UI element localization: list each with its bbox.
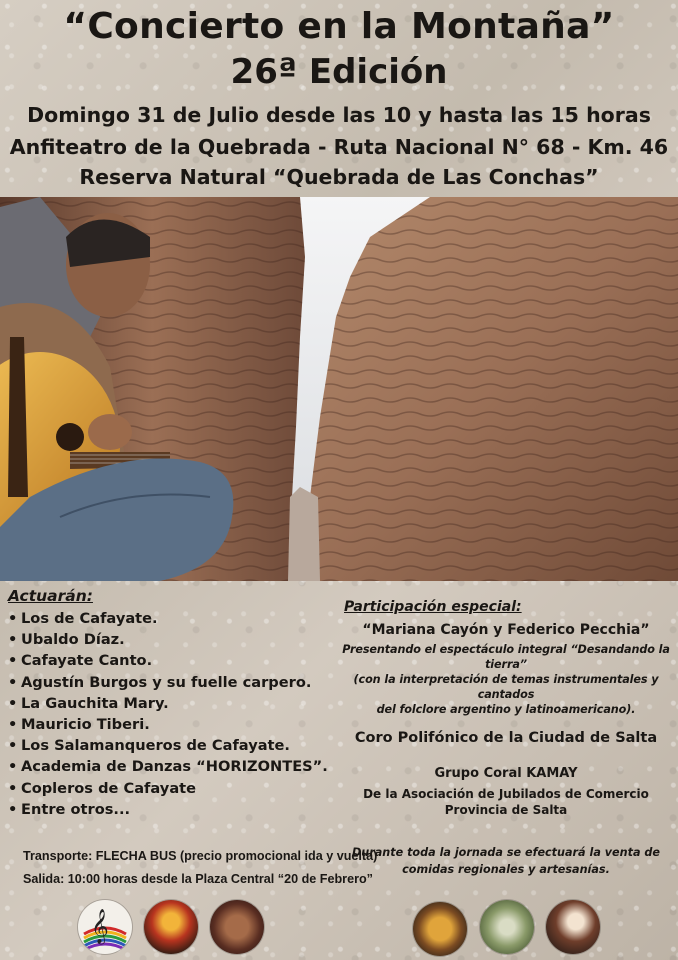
bullet: • bbox=[8, 694, 18, 712]
special-desc-1: Presentando el espectáculo integral “Desandando la tierra” bbox=[342, 643, 670, 671]
performer-name: Entre otros... bbox=[21, 800, 131, 818]
list-item bbox=[8, 629, 338, 650]
special-artists: “Mariana Cayón y Federico Pecchia” bbox=[362, 622, 650, 638]
special-desc-2: (con la interpretación de temas instrumentales y cantados bbox=[353, 673, 659, 701]
regional-food-image bbox=[413, 902, 467, 956]
performer-name: Copleros de Cafayate bbox=[21, 779, 197, 797]
list-item bbox=[8, 714, 338, 735]
bullet: • bbox=[8, 779, 18, 797]
bullet: • bbox=[8, 652, 18, 670]
reserve-line: Reserva Natural “Quebrada de Las Conchas” bbox=[79, 165, 599, 189]
poster-title: “Concierto en la Montaña” bbox=[63, 6, 615, 47]
departure-line: Salida: 10:00 horas desde la Plaza Central “20 de Febrero” bbox=[23, 872, 373, 886]
list-item bbox=[8, 756, 338, 777]
list-item bbox=[8, 672, 338, 693]
performers-section bbox=[8, 586, 338, 820]
association-line: De la Asociación de Jubilados de Comercio bbox=[363, 787, 649, 801]
transport-line: Transporte: FLECHA BUS (precio promocional ida y vuelta) bbox=[23, 849, 378, 863]
list-item bbox=[8, 693, 338, 714]
sales-line-1: Durante toda la jornada se efectuará la venta de bbox=[351, 846, 661, 859]
sales-line-2: comidas regionales y artesanías. bbox=[402, 863, 610, 876]
wine-glasses-image bbox=[480, 900, 534, 954]
canyon-guitarist-photo bbox=[0, 197, 678, 581]
edition-title: 26ª Edición bbox=[230, 52, 448, 92]
performer-name: La Gauchita Mary. bbox=[21, 694, 169, 712]
bullet: • bbox=[8, 610, 18, 627]
performer-name: Agustín Burgos y su fuelle carpero. bbox=[21, 673, 312, 691]
list-item bbox=[8, 799, 338, 820]
special-desc-3: del folclore argentino y latinoamericano). bbox=[376, 703, 636, 716]
bullet: • bbox=[8, 737, 18, 755]
special-section bbox=[338, 598, 674, 878]
choral-group-name: Grupo Coral KAMAY bbox=[434, 766, 578, 781]
bullet: • bbox=[8, 716, 18, 734]
list-item bbox=[8, 778, 338, 799]
music-clef-logo-image bbox=[78, 900, 132, 954]
craft-image bbox=[210, 900, 264, 954]
performers-list bbox=[8, 608, 338, 820]
special-heading: Participación especial: bbox=[344, 599, 522, 615]
performer-name: Cafayate Canto. bbox=[21, 652, 153, 670]
performers-heading: Actuarán: bbox=[8, 587, 93, 605]
artisan-image bbox=[546, 900, 600, 954]
list-item bbox=[8, 735, 338, 756]
choir-name: Coro Polifónico de la Ciudad de Salta bbox=[354, 730, 658, 746]
dancer-image bbox=[144, 900, 198, 954]
bullet: • bbox=[8, 631, 18, 649]
province-line: Provincia de Salta bbox=[444, 803, 568, 817]
performer-name: Los de Cafayate. bbox=[21, 610, 158, 627]
performer-name: Los Salamanqueros de Cafayate. bbox=[21, 737, 290, 755]
list-item bbox=[8, 650, 338, 671]
bullet: • bbox=[8, 758, 18, 776]
performer-name: Academia de Danzas “HORIZONTES”. bbox=[21, 758, 328, 776]
performer-name: Ubaldo Díaz. bbox=[21, 631, 125, 649]
bullet: • bbox=[8, 800, 18, 818]
list-item bbox=[8, 608, 338, 629]
performer-name: Mauricio Tiberi. bbox=[21, 716, 150, 734]
date-line: Domingo 31 de Julio desde las 10 y hasta las 15 horas bbox=[27, 103, 651, 127]
bullet: • bbox=[8, 673, 18, 691]
svg-text:𝄞: 𝄞 bbox=[91, 909, 109, 944]
venue-line: Anfiteatro de la Quebrada - Ruta Nacional N° 68 - Km. 46 bbox=[9, 135, 669, 159]
